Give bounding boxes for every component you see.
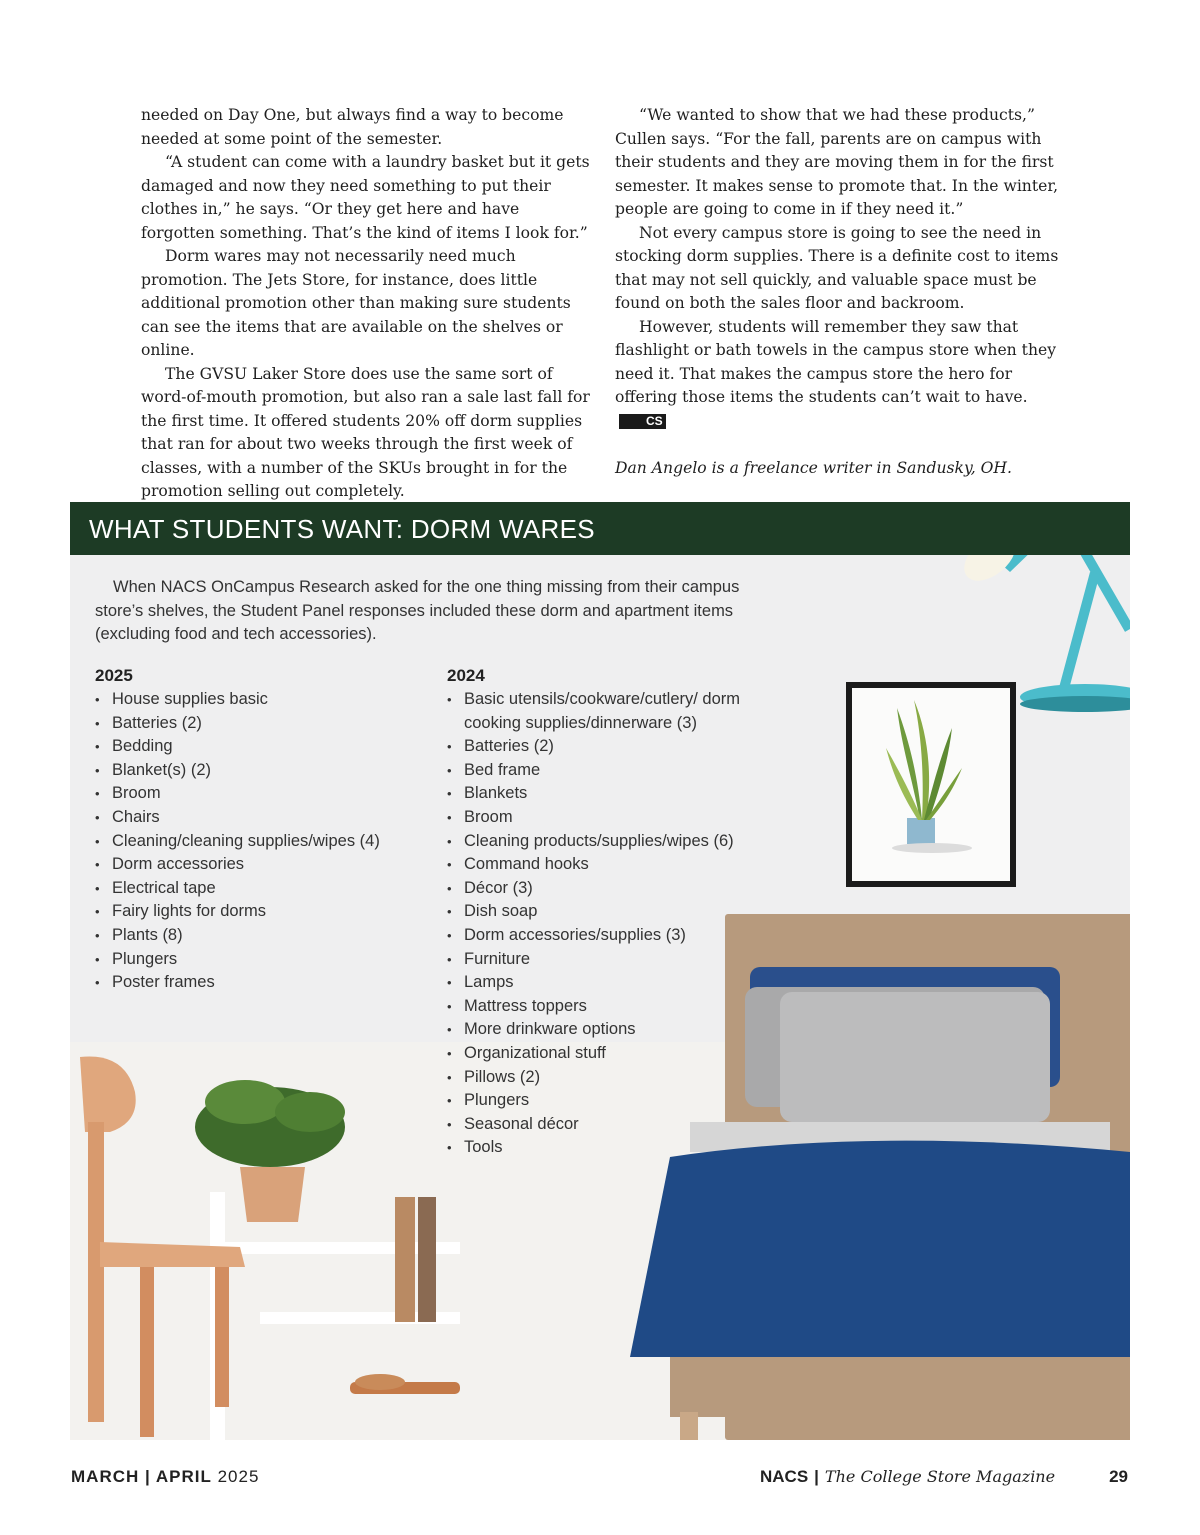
list-item: • Batteries (2): [447, 735, 777, 759]
list-item: • Basic utensils/cookware/cutlery/ dorm cooking supplies/dinnerware (3): [447, 688, 777, 735]
sidebar-title: WHAT STUDENTS WANT: DORM WARES: [89, 514, 595, 544]
footer-magazine-title: The College Store Magazine: [824, 1467, 1056, 1486]
paragraph: “We wanted to show that we had these products,” Cullen says. “For the fall, parents are on campus with their students and they are moving them in for the first semester. It makes sense to promote that. In the winter, people are going to come in if they need it.”: [615, 106, 1059, 218]
list-item: • Batteries (2): [95, 712, 425, 736]
list-2024-items: [447, 688, 777, 1160]
footer-separator: |: [814, 1467, 819, 1486]
list-item: • Cleaning/cleaning supplies/wipes (4): [95, 830, 425, 854]
dorm-wares-sidebar: [70, 502, 1130, 1440]
footer-year: 2025: [217, 1467, 260, 1486]
list-item: • Mattress toppers: [447, 995, 777, 1019]
page-number: 29: [1109, 1467, 1128, 1486]
sidebar-intro-text: When NACS OnCampus Research asked for the one thing missing from their campus store’s shelves, the Student Panel responses included these dorm and apartment items (excluding food and tech accessories).: [95, 578, 740, 643]
list-item: • Dorm accessories/supplies (3): [447, 924, 777, 948]
wooden-chair-illustration: [70, 1052, 290, 1440]
list-item: • More drinkware options: [447, 1018, 777, 1042]
list-item: • Command hooks: [447, 853, 777, 877]
article-right-column: [615, 104, 1065, 504]
sidebar-intro: [95, 576, 775, 647]
list-item: • Fairy lights for dorms: [95, 900, 425, 924]
list-item: • Bed frame: [447, 759, 777, 783]
footer-brand: NACS: [759, 1467, 809, 1486]
list-2025-items: [95, 688, 425, 995]
footer-issue-date: [71, 1467, 259, 1487]
list-item: • Décor (3): [447, 877, 777, 901]
footer-month: MARCH | APRIL: [71, 1467, 212, 1486]
list-item: • Broom: [447, 806, 777, 830]
list-item: • Electrical tape: [95, 877, 425, 901]
list-item: • Bedding: [95, 735, 425, 759]
article-body: [141, 104, 1071, 504]
paragraph: Not every campus store is going to see the need in stocking dorm supplies. There is a definite cost to items that may not sell quickly, and valuable space must be found on both the sales floor and backroom.: [615, 223, 1059, 312]
list-item: • Plants (8): [95, 924, 425, 948]
list-item: • Blankets: [447, 782, 777, 806]
paragraph-text: However, students will remember they saw that flashlight or bath towels in the campus store when they need it. That makes the campus store the hero for offering those items the students can’t wait to have.: [615, 317, 1057, 406]
byline: Dan Angelo is a freelance writer in Sandusky, OH.: [615, 458, 1012, 477]
list-item: • Pillows (2): [447, 1066, 777, 1090]
list-item: • Tools: [447, 1136, 777, 1160]
list-item: • House supplies basic: [95, 688, 425, 712]
article-left-column: [141, 104, 591, 504]
paragraph: needed on Day One, but always find a way to become needed at some point of the semester.: [141, 106, 564, 148]
list-item: • Chairs: [95, 806, 425, 830]
paragraph-last: [615, 316, 1065, 434]
list-item: • Dish soap: [447, 900, 777, 924]
list-item: • Cleaning products/supplies/wipes (6): [447, 830, 777, 854]
list-heading-2025: 2025: [95, 666, 133, 685]
footer-publication: [760, 1467, 1128, 1487]
paragraph: “A student can come with a laundry basket but it gets damaged and now they need something to put their clothes in,” he says. “Or they get here and have forgotten something. That’s the kind of items I look for.”: [141, 153, 590, 242]
list-item: • Plungers: [447, 1089, 777, 1113]
list-item: • Blanket(s) (2): [95, 759, 425, 783]
list-heading-2024: 2024: [447, 666, 485, 685]
list-item: • Organizational stuff: [447, 1042, 777, 1066]
sidebar-header-bar: [70, 502, 1130, 555]
list-2024: [447, 664, 777, 1160]
list-item: • Lamps: [447, 971, 777, 995]
list-item: • Seasonal décor: [447, 1113, 777, 1137]
list-item: • Poster frames: [95, 971, 425, 995]
list-item: • Broom: [95, 782, 425, 806]
cs-end-mark: CS: [619, 414, 666, 429]
list-item: • Plungers: [95, 948, 425, 972]
list-2025: [95, 664, 425, 995]
list-item: • Furniture: [447, 948, 777, 972]
list-item: • Dorm accessories: [95, 853, 425, 877]
paragraph: Dorm wares may not necessarily need much promotion. The Jets Store, for instance, does little additional promotion other than making sure students can see the items that are available on the shelves or online.: [141, 247, 571, 359]
paragraph: The GVSU Laker Store does use the same sort of word-of-mouth promotion, but also ran a sale last fall for the first time. It offered students 20% off dorm supplies that ran for about two weeks through the first week of classes, with a number of the SKUs brought in for the promotion selling out completely.: [141, 364, 590, 500]
